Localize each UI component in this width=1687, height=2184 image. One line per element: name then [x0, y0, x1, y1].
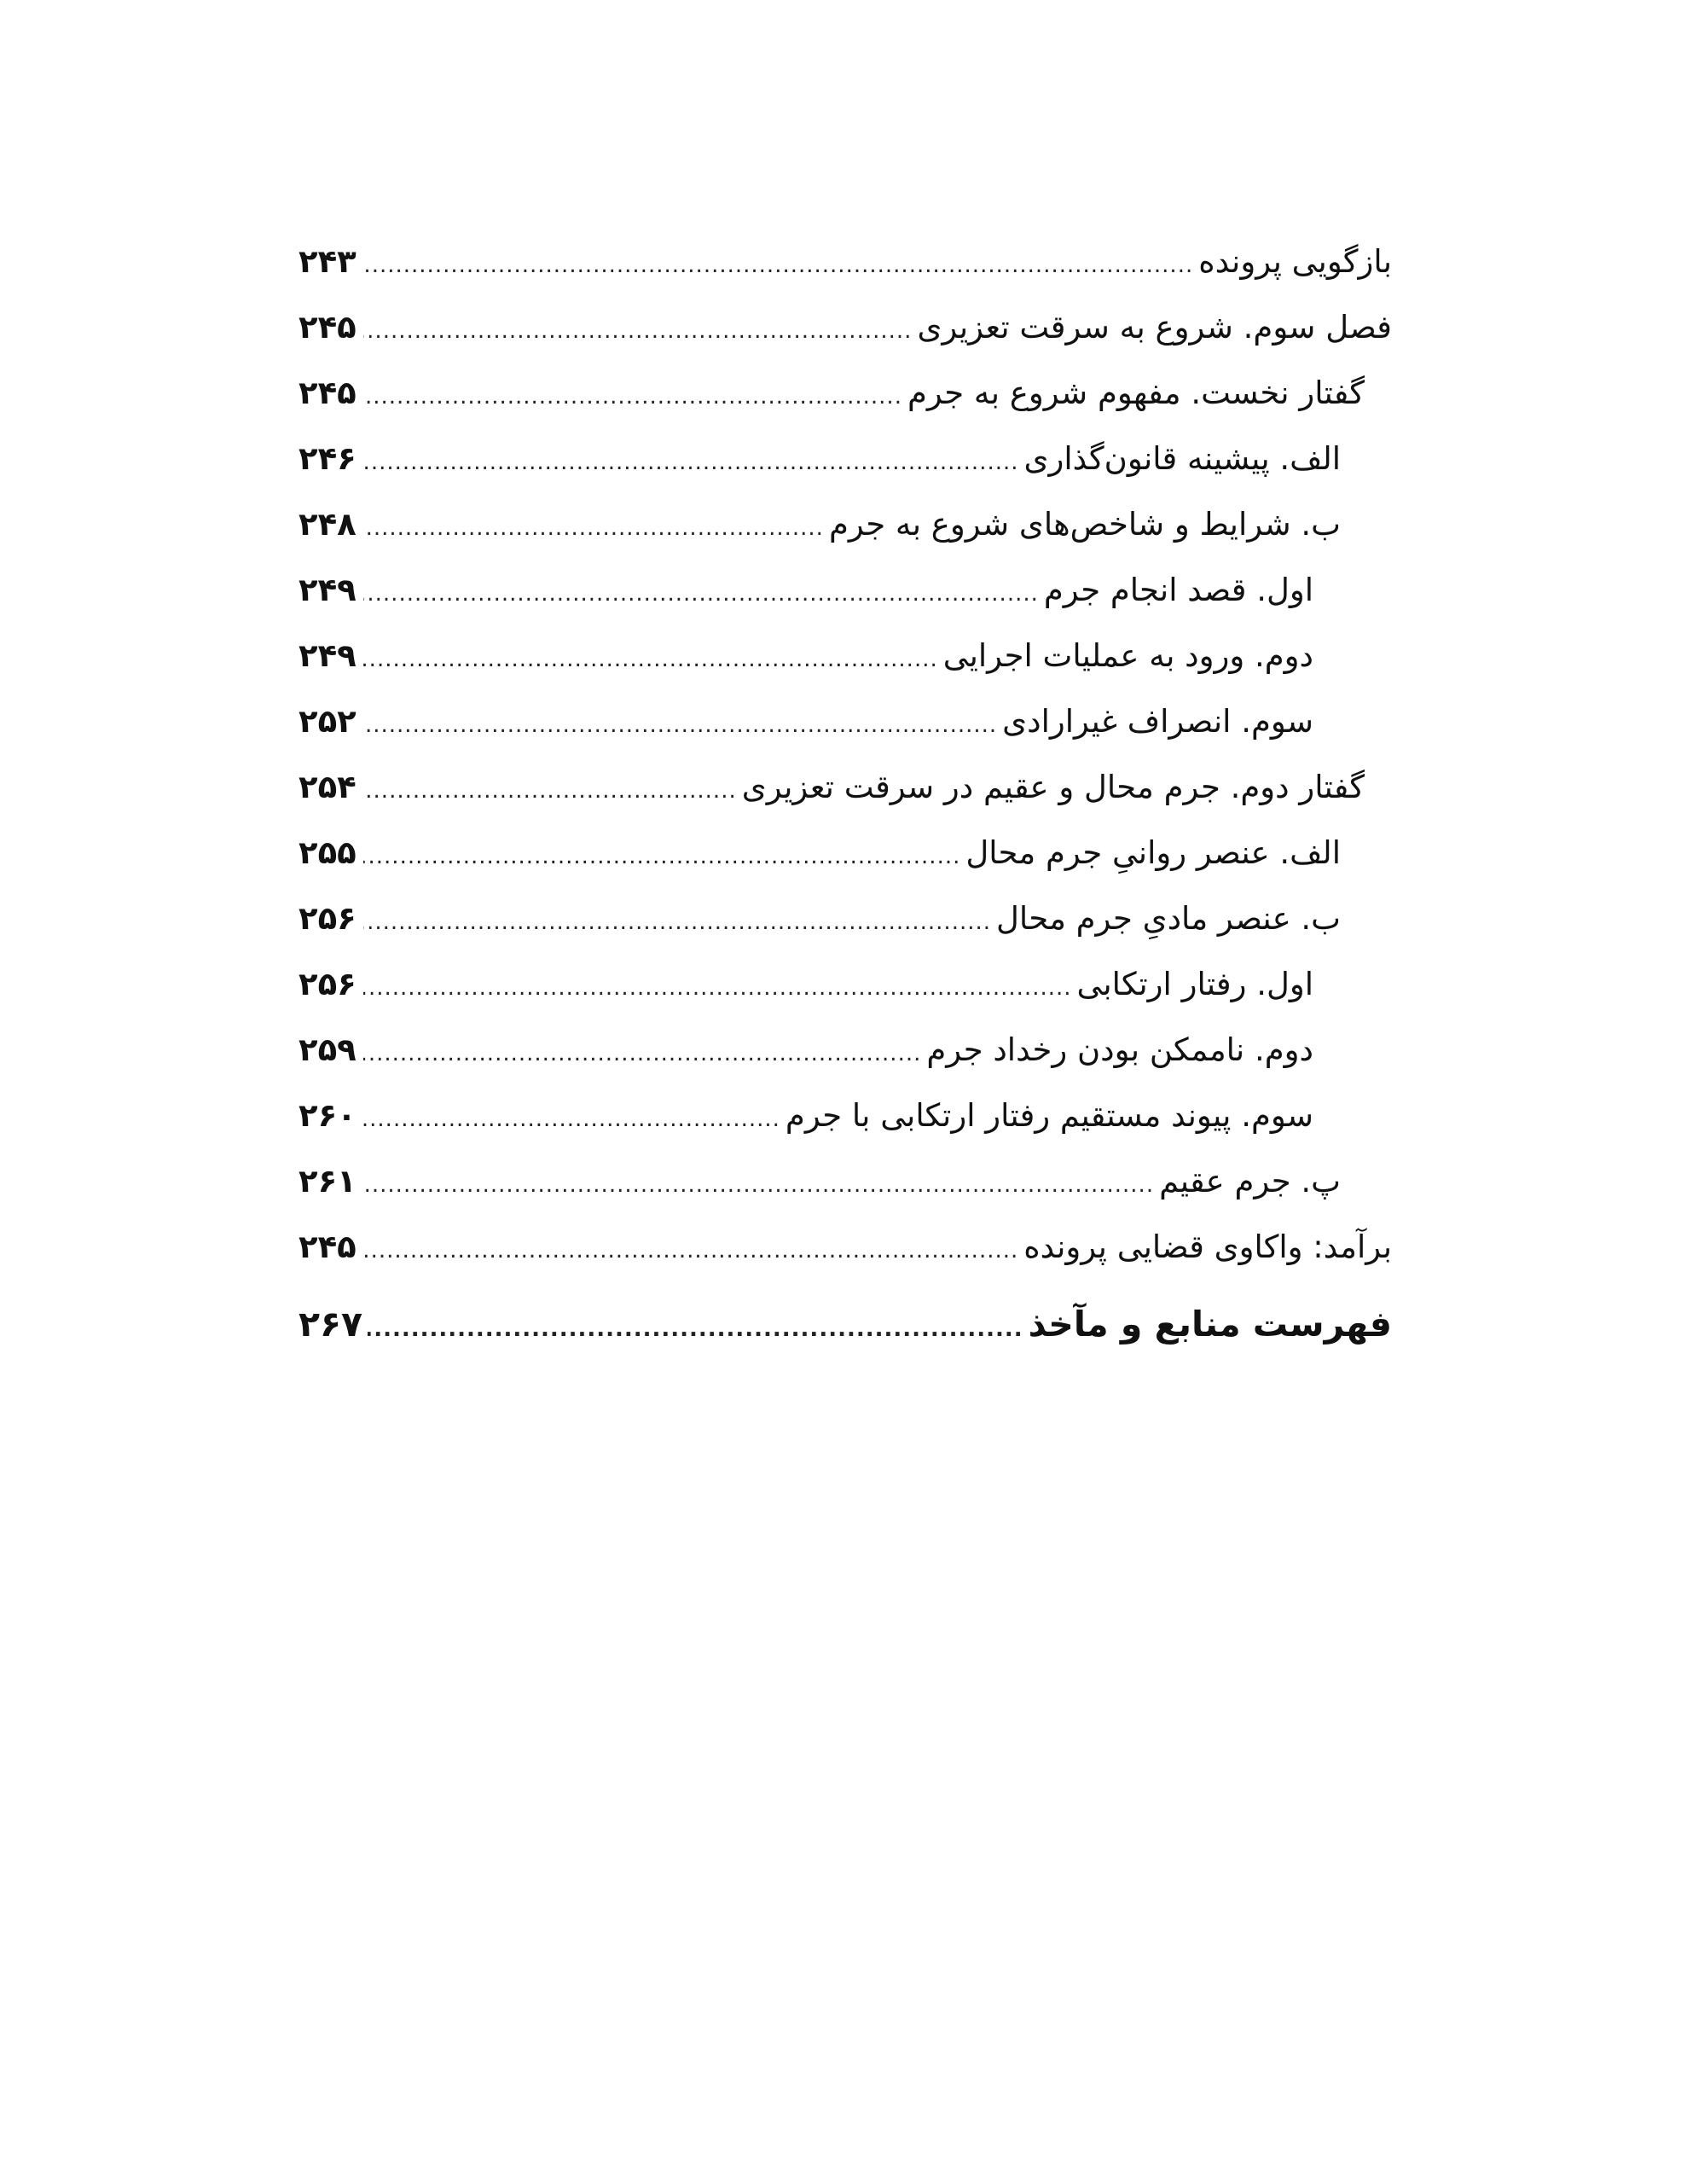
- toc-entry-page: ۲۶۱: [299, 1163, 357, 1199]
- toc-entry: [299, 820, 1392, 886]
- toc-entry-title: گفتار دوم. جرم محال و عقیم در سرقت تعزیری: [741, 769, 1365, 805]
- toc-entry-page: ۲۴۸: [299, 506, 357, 543]
- toc-leader-dots: [363, 299, 912, 364]
- toc-entry: [299, 951, 1392, 1017]
- toc-leader-dots: [363, 1153, 1154, 1218]
- toc-entry-page: ۲۴۵: [299, 1228, 357, 1265]
- toc-entry: [299, 623, 1392, 688]
- toc-entry-page: ۲۴۵: [299, 309, 357, 346]
- toc-leader-dots: [363, 956, 1072, 1021]
- toc-entry-page: ۲۴۵: [299, 375, 357, 411]
- toc-entry-title: الف. پیشینه قانون‌گذاری: [1023, 440, 1341, 477]
- toc-entry-page: ۲۵۴: [299, 769, 357, 805]
- toc-leader-dots: [363, 1021, 921, 1087]
- toc-entry-title: گفتار نخست. مفهوم شروع به جرم: [907, 375, 1365, 411]
- toc-leader-dots: [363, 1087, 780, 1153]
- toc-entry-title: الف. عنصر روانیِ جرم محال: [965, 834, 1341, 871]
- toc-entry-title: دوم. ناممکن بودن رخداد جرم: [926, 1031, 1313, 1068]
- toc-entry: [299, 1017, 1392, 1083]
- toc-leader-dots: [363, 233, 1193, 299]
- toc-leader-dots: [368, 1297, 1023, 1362]
- toc-entry: [299, 1083, 1392, 1148]
- toc-entry: [299, 229, 1392, 294]
- table-of-contents: [299, 229, 1392, 1357]
- toc-entry-title: پ. جرم عقیم: [1159, 1163, 1341, 1199]
- toc-entry: [299, 688, 1392, 754]
- toc-entry: [299, 557, 1392, 623]
- toc-entry-title: اول. رفتار ارتکابی: [1076, 966, 1313, 1002]
- toc-leader-dots: [363, 824, 960, 890]
- toc-entry-page: ۲۵۵: [299, 834, 357, 871]
- toc-entry: [299, 1148, 1392, 1214]
- toc-entry-title: فهرست منابع و مآخذ: [1028, 1304, 1392, 1345]
- toc-entry-title: بازگویی پرونده: [1198, 243, 1392, 280]
- toc-entry-page: ۲۴۶: [299, 440, 357, 477]
- toc-entry: [299, 1214, 1392, 1280]
- toc-entry: [299, 426, 1392, 491]
- toc-leader-dots: [363, 758, 737, 824]
- toc-entry: [299, 754, 1392, 820]
- toc-entry-page: ۲۴۹: [299, 637, 357, 674]
- toc-entry-title: دوم. ورود به عملیات اجرایی: [942, 637, 1313, 674]
- toc-entry-page: ۲۶۷: [299, 1304, 363, 1345]
- toc-entry-title: ب. عنصر مادیِ جرم محال: [996, 900, 1341, 937]
- toc-entry: [299, 491, 1392, 557]
- toc-entry-bibliography: [299, 1292, 1392, 1357]
- toc-entry-title: سوم. انصراف غیرارادی: [1002, 703, 1313, 740]
- toc-leader-dots: [363, 364, 902, 430]
- toc-entry-page: ۲۴۳: [299, 243, 357, 280]
- toc-entry-page: ۲۶۰: [299, 1097, 357, 1134]
- toc-entry-title: سوم. پیوند مستقیم رفتار ارتکابی با جرم: [785, 1097, 1313, 1134]
- toc-entry-title: برآمد: واکاوی قضایی پرونده: [1023, 1228, 1392, 1265]
- toc-entry-title: اول. قصد انجام جرم: [1043, 572, 1313, 608]
- toc-entry-page: ۲۵۶: [299, 900, 357, 937]
- toc-entry-page: ۲۵۹: [299, 1031, 357, 1068]
- toc-entry-page: ۲۵۲: [299, 703, 357, 740]
- toc-leader-dots: [363, 430, 1019, 496]
- toc-entry-page: ۲۵۶: [299, 966, 357, 1002]
- toc-leader-dots: [363, 627, 938, 693]
- toc-entry-page: ۲۴۹: [299, 572, 357, 608]
- toc-leader-dots: [363, 693, 997, 758]
- toc-entry: [299, 360, 1392, 426]
- toc-entry: [299, 294, 1392, 360]
- toc-leader-dots: [363, 561, 1039, 627]
- toc-entry-title: ب. شرایط و شاخص‌های شروع به جرم: [828, 506, 1341, 543]
- toc-entry: [299, 886, 1392, 951]
- toc-entry-title: فصل سوم. شروع به سرقت تعزیری: [917, 309, 1392, 346]
- toc-leader-dots: [363, 890, 991, 956]
- toc-leader-dots: [363, 496, 824, 561]
- toc-leader-dots: [363, 1218, 1018, 1284]
